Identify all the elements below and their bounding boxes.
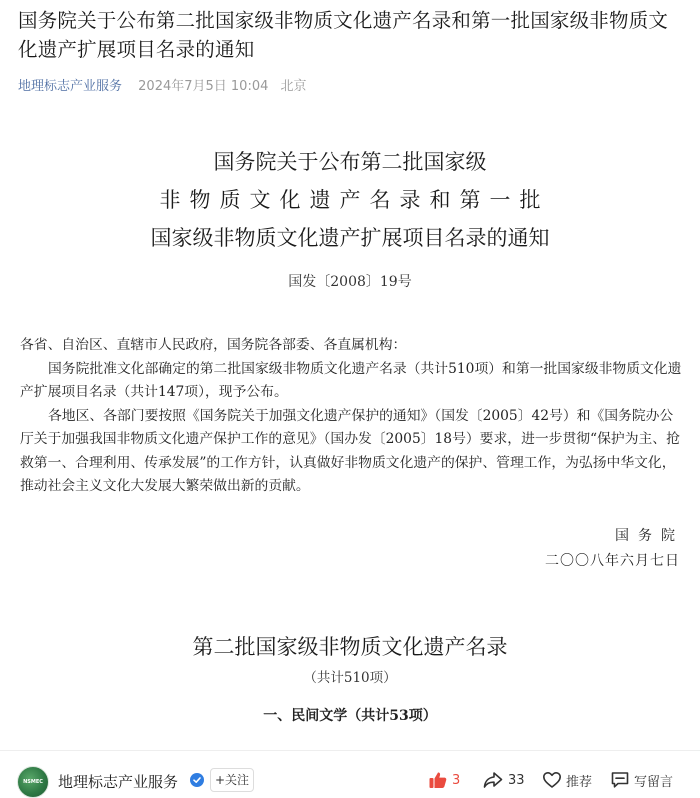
like-button[interactable] (428, 768, 460, 792)
share-button[interactable] (482, 768, 525, 792)
list-count: （共计510项） (303, 670, 397, 686)
document-text (20, 334, 684, 499)
share-arrow-icon (482, 770, 504, 790)
recommend-button[interactable] (542, 768, 592, 792)
document-title-line-3: 国家级非物质文化遗产扩展项目名录的通知 (150, 226, 550, 250)
like-count: 3 (452, 772, 461, 788)
heart-icon (542, 770, 562, 790)
comment-bubble-icon (610, 770, 630, 790)
document-title-line-1: 国务院关于公布第二批国家级 (213, 150, 487, 174)
paragraph: 各地区、各部门要按照《国务院关于加强文化遗产保护的通知》（国发〔2005〕42号）和《国务院办公厅关于加强我国非物质文化遗产保护工作的意见》（国办发〔2005〕18号）要求，进一步贯彻“保护为主、抢救第一、合理利用、传承发展”的工作方针，认真做好非物质文化遗产的保护、管理工作，为弘扬中华文化，推动社会主义文化大发展大繁荣做出新的贡献。 (20, 407, 680, 494)
signature-date: 二〇〇八年六月七日 (545, 553, 680, 569)
document-number: 国发〔2008〕19号 (288, 274, 412, 290)
article-title: 国务院关于公布第二批国家级非物质文化遗产名录和第一批国家级非物质文化遗产扩展项目名录的通知 (18, 9, 669, 61)
signature: 国务院 (615, 528, 684, 544)
list-title: 第二批国家级非物质文化遗产名录 (192, 635, 508, 659)
publish-time: 2024年7月5日 10:04 (138, 79, 269, 94)
list-section-heading: 一、民间文学（共计53项） (263, 708, 437, 724)
follow-button[interactable]: +关注 (210, 768, 254, 792)
publish-location: 北京 (280, 79, 307, 94)
recommend-label: 推荐 (566, 774, 593, 790)
paragraph: 国务院批准文化部确定的第二批国家级非物质文化遗产名录（共计510项）和第一批国家级非物质文化遗产扩展项目名录（共计147项），现予公布。 (20, 360, 682, 400)
thumbs-up-icon (428, 770, 448, 790)
salutation: 各省、自治区、直辖市人民政府，国务院各部委、各直属机构： (20, 337, 407, 353)
document-title-line-2: 非物质文化遗产名录和第一批 (159, 188, 550, 212)
bottom-action-bar (0, 750, 700, 798)
comment-label: 写留言 (634, 774, 674, 790)
account-avatar[interactable] (17, 766, 49, 798)
comment-button[interactable] (610, 768, 673, 792)
source-account-link[interactable]: 地理标志产业服务 (18, 79, 123, 94)
verified-badge-icon (190, 773, 204, 787)
article-meta (18, 78, 307, 96)
avatar-logo-text: NSMEC (23, 779, 43, 785)
share-count: 33 (508, 772, 525, 788)
account-name[interactable]: 地理标志产业服务 (58, 773, 179, 791)
